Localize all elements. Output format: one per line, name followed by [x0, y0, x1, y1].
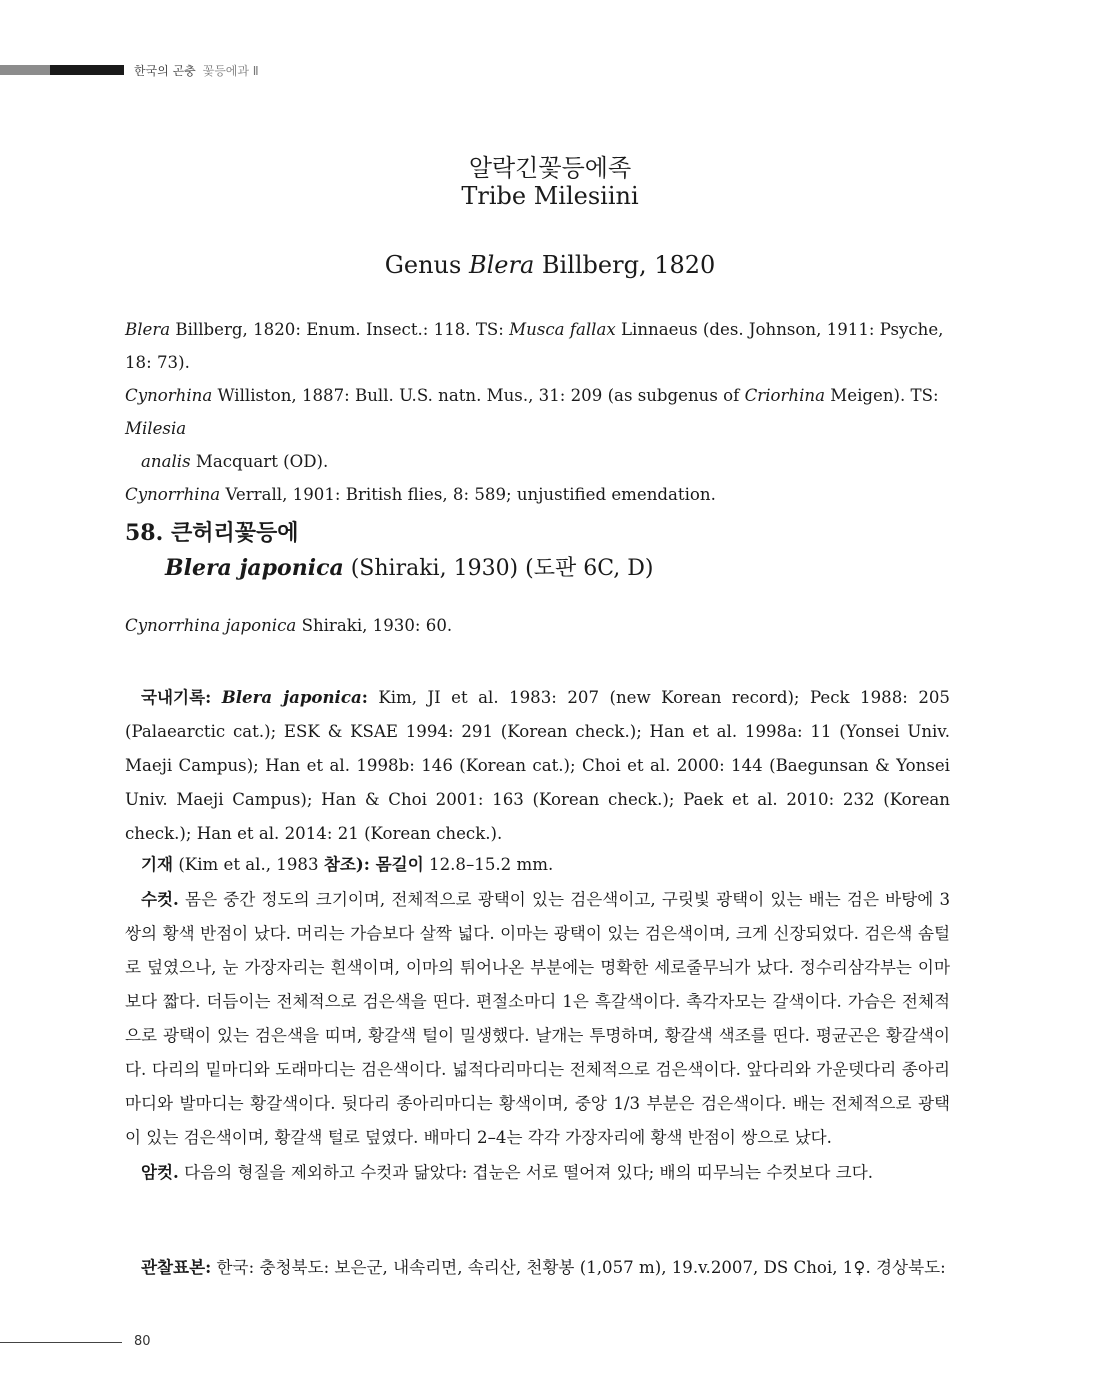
material-text: 한국: 충청북도: 보은군, 내속리면, 속리산, 천황봉 (1,057 m), 19.v.2007, DS Choi, 1♀. 경상북도: — [211, 1258, 946, 1277]
series-title: 한국의 곤충 — [134, 64, 196, 78]
species-binomial-line — [165, 551, 653, 582]
synonym-text: Linnaeus (des. Johnson, 1911: Psyche, 18: 73). — [125, 320, 944, 372]
type-species: Musca fallax — [509, 320, 616, 339]
synonym-text: Verrall, 1901: British flies, 8: 589; unjustified emendation. — [220, 485, 716, 504]
footer-rule — [0, 1342, 122, 1343]
genus-name: Blera — [468, 251, 535, 279]
running-header — [134, 62, 259, 79]
page-number: 80 — [134, 1334, 151, 1349]
header-bar-gray — [0, 65, 50, 75]
series-subtitle: 꽃등에과 Ⅱ — [202, 64, 259, 78]
tribe-title-korean: 알락긴꽃등에족 — [468, 154, 632, 182]
tribe-title-english: Tribe Milesiini — [461, 182, 639, 210]
male-description — [125, 882, 950, 1155]
genus-heading — [0, 251, 1100, 279]
synonym-text: Williston, 1887: Bull. U.S. natn. Mus., 31: 209 (as subgenus of — [212, 386, 745, 405]
records-species-name: Blera japonica — [221, 687, 362, 707]
material-label: 관찰표본: — [141, 1257, 212, 1277]
material-examined — [125, 1250, 950, 1285]
description-label: 기재 — [141, 854, 174, 874]
species-synonym-ref: Shiraki, 1930: 60. — [296, 616, 453, 635]
male-text: 몸은 중간 정도의 크기이며, 전체적으로 광택이 있는 검은색이고, 구릿빛 광택이 있는 배는 검은 바탕에 3쌍의 황색 반점이 났다. 머리는 가슴보다 살짝 넓다. 이마는 광택이 있는 검은색이며, 크게 신장되었다. 검은색 솜털로 덮였으나, 눈 가장자리는 흰색이며, 이마의 튀어나온 부분에는 명확한 세로줄무늬가 났다. 정수리삼각부는 이마보다 짧다. 더듬이는 전체적으로 검은색을 띤다. 편절소마디 1은 흑갈색이다. 촉각자모는 갈색이다. 가슴은 전체적으로 광택이 있는 검은색을 띠며, 황갈색 털이 밀생했다. 날개는 투명하며, 황갈색 색조를 띤다. 평균곤은 황갈색이다. 다리의 밑마디와 도래마디는 검은색이다. 넓적다리마디는 전체적으로 검은색이다. 앞다리와 가운뎃다리 종아리마디와 발마디는 황갈색이다. 뒷다리 종아리마디는 황색이며, 중앙 1/3 부분은 검은색이다. 배는 전체적으로 광택이 있는 검은색이며, 황갈색 털로 덮였다. 배마디 2–4는 각각 가장자리에 황색 반점이 쌍으로 났다. — [125, 890, 950, 1147]
species-binomial: Blera japonica — [165, 555, 344, 581]
records-colon: : — [361, 687, 368, 707]
synonym-name: Blera — [125, 320, 171, 339]
records-text: Kim, JI et al. 1983: 207 (new Korean record); Peck 1988: 205 (Palaearctic cat.); ESK & KSAE 1994: 291 (Korean check.); Han et al. 1998a: 11 (Yonsei Univ. Maeji Campus); Han et al. 1998b: 146 (Korean cat.); Choi et al. 2000: 144 (Baegunsan & Yonsei Univ. Maeji Campus); Han & Choi 2001: 163 (Korean check.); Paek et al. 2010: 232 (Korean check.); Han et al. 2014: 21 (Korean check.). — [125, 688, 950, 843]
type-species: Milesia — [125, 419, 187, 438]
description-ref-word: 참조 — [323, 854, 356, 874]
body-length-value: 12.8–15.2 mm. — [423, 855, 554, 874]
korean-records — [125, 680, 950, 851]
type-species: analis — [141, 452, 191, 471]
records-label: 국내기록: — [141, 687, 212, 707]
synonym-text: Billberg, 1820: Enum. Insect.: 118. TS: — [170, 320, 510, 339]
species-synonym — [125, 616, 452, 635]
description-ref-close: ): — [355, 854, 370, 874]
description-intro — [125, 847, 950, 882]
synonym-entry — [125, 478, 955, 511]
description-ref: (Kim et al., 1983 — [173, 855, 324, 874]
species-heading — [125, 516, 298, 547]
species-author-plate: (Shiraki, 1930) (도판 6C, D) — [343, 556, 654, 581]
female-description — [125, 1155, 950, 1190]
description — [125, 847, 950, 1190]
records-paragraph — [125, 680, 950, 851]
synonym-name: Cynorhina — [125, 386, 213, 405]
genus-author: Billberg, 1820 — [541, 251, 716, 279]
synonym-entry — [125, 379, 955, 445]
female-label: 암컷. — [141, 1162, 179, 1182]
species-name-korean: 큰허리꽃등에 — [170, 520, 299, 546]
header-bar-black — [50, 65, 124, 75]
synonym-text: Macquart (OD). — [190, 452, 329, 471]
male-label: 수컷. — [141, 889, 179, 909]
body-length-label: 몸길이 — [369, 854, 424, 874]
material-paragraph — [125, 1250, 950, 1285]
synonym-text: Meigen). TS: — [825, 386, 939, 405]
synonym-name: Cynorrhina — [125, 485, 221, 504]
genus-prefix: Genus — [384, 251, 462, 279]
synonym-entry — [125, 313, 955, 379]
species-synonym-name: Cynorrhina japonica — [125, 616, 297, 635]
genus-reference: Criorhina — [744, 386, 826, 405]
genus-synonymy — [125, 313, 955, 511]
synonym-entry-continued — [125, 445, 955, 478]
female-text: 다음의 형질을 제외하고 수컷과 닮았다: 겹눈은 서로 떨어져 있다; 배의 띠무늬는 수컷보다 크다. — [178, 1163, 873, 1182]
species-number: 58. — [125, 520, 164, 546]
